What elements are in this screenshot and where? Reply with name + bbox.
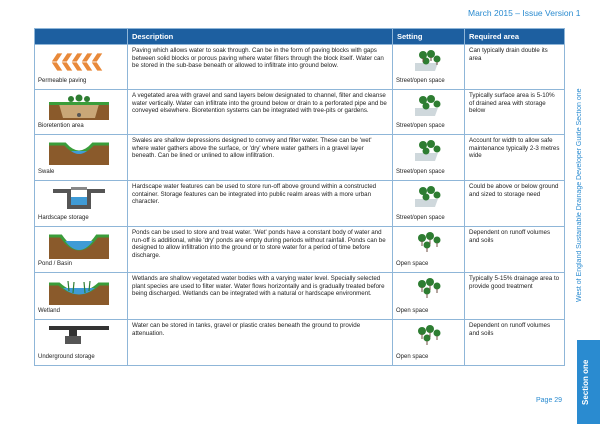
- area-cell: Dependent on runoff volumes and soils: [465, 227, 565, 273]
- setting-label: Street/open space: [396, 215, 445, 222]
- setting-cell: [393, 320, 465, 366]
- technique-label: Pond / Basin: [38, 261, 73, 268]
- technique-label: Wetland: [38, 308, 60, 315]
- trees-and-street-icon: [415, 139, 443, 163]
- icon-cell: [35, 181, 128, 227]
- icon-cell: [35, 45, 128, 90]
- guide-title-vertical: West of England Sustainable Drainage Developer Guide Section one: [576, 88, 583, 302]
- setting-cell: [393, 273, 465, 320]
- trees-and-street-icon: [415, 185, 443, 209]
- issue-header: March 2015 – Issue Version 1: [468, 8, 581, 18]
- setting-label: Open space: [396, 308, 429, 315]
- col-header-setting: Setting: [393, 29, 465, 45]
- col-header-description: Description: [128, 29, 393, 45]
- setting-label: Open space: [396, 261, 429, 268]
- table-row: [35, 181, 565, 227]
- page-number: Page 29: [536, 397, 563, 404]
- setting-cell: [393, 181, 465, 227]
- wetland-icon: [49, 277, 109, 305]
- trees-icon: [415, 324, 443, 348]
- bioretention-icon: [49, 94, 109, 122]
- description-cell: Hardscape water features can be used to store run-off above ground within a constructed container. Storage features can be integrated into public realm areas with a more urban character.: [128, 181, 393, 227]
- description-cell: Wetlands are shallow vegetated water bodies with a varying water level. Specially selected plant species are used to filter water. Water flows horizontally and is gradually treated before being discharged. Wetlands can be integrated with a natural or hardscape environment.: [128, 273, 393, 320]
- col-header-icon: [35, 29, 128, 45]
- trees-icon: [415, 231, 443, 255]
- area-cell: Dependent on runoff volumes and soils: [465, 320, 565, 366]
- area-cell: Account for width to allow safe maintenance typically 2-3 metres wide: [465, 135, 565, 181]
- trees-and-street-icon: [415, 94, 443, 118]
- table-row: [35, 45, 565, 90]
- description-cell: Water can be stored in tanks, gravel or plastic crates beneath the ground to provide attenuation.: [128, 320, 393, 366]
- area-cell: Typically surface area is 5-10% of drained area with storage below: [465, 90, 565, 135]
- hardscape-storage-icon: [49, 185, 109, 211]
- setting-cell: [393, 227, 465, 273]
- section-tab[interactable]: [577, 340, 600, 424]
- setting-label: Street/open space: [396, 78, 445, 85]
- setting-label: Open space: [396, 354, 429, 361]
- table-row: [35, 135, 565, 181]
- table-row: [35, 320, 565, 366]
- table-row: [35, 227, 565, 273]
- setting-cell: [393, 135, 465, 181]
- area-cell: Can typically drain double its area: [465, 45, 565, 90]
- description-cell: Ponds can be used to store and treat water. 'Wet' ponds have a constant body of water and run-off is additional, while 'dry' ponds are empty during periods without rainfall. Ponds can be designed to allow infiltration into the ground or to store water for a period of time before discharge.: [128, 227, 393, 273]
- setting-cell: [393, 45, 465, 90]
- pond-basin-icon: [49, 231, 109, 259]
- description-cell: Swales are shallow depressions designed to convey and filter water. These can be 'wet' where water gathers above the surface, or 'dry' where water gathers in a gravel layer beneath. Can be lined or unlined to allow infiltration.: [128, 135, 393, 181]
- table-row: [35, 273, 565, 320]
- icon-cell: [35, 227, 128, 273]
- table-row: [35, 90, 565, 135]
- section-tab-label: Section one: [581, 359, 590, 405]
- suds-table: [34, 28, 565, 366]
- technique-label: Bioretention area: [38, 123, 84, 130]
- icon-cell: [35, 273, 128, 320]
- technique-label: Underground storage: [38, 354, 95, 361]
- area-cell: Could be above or below ground and sized to storage need: [465, 181, 565, 227]
- icon-cell: [35, 135, 128, 181]
- trees-and-street-icon: [415, 49, 443, 73]
- swale-icon: [49, 139, 109, 165]
- icon-cell: [35, 320, 128, 366]
- technique-label: Permeable paving: [38, 78, 87, 85]
- setting-label: Street/open space: [396, 123, 445, 130]
- col-header-area: Required area: [465, 29, 565, 45]
- trees-icon: [415, 277, 443, 301]
- underground-storage-icon: [49, 324, 109, 348]
- description-cell: Paving which allows water to soak through. Can be in the form of paving blocks with gaps between solid blocks or porous paving where water filters through the block itself. Water can be stored in the sub-base beneath or allowed to infiltrate into ground below.: [128, 45, 393, 90]
- permeable-paving-icon: [49, 49, 109, 75]
- area-cell: Typically 5-15% drainage area to provide good treatment: [465, 273, 565, 320]
- icon-cell: [35, 90, 128, 135]
- setting-label: Street/open space: [396, 169, 445, 176]
- technique-label: Swale: [38, 169, 55, 176]
- setting-cell: [393, 90, 465, 135]
- description-cell: A vegetated area with gravel and sand layers below designated to channel, filter and cleanse water vertically. Water can infiltrate into the ground below or drain to a perforated pipe and be conveyed elsewhere. Bioretention systems can be integrated with tree-pits or gardens.: [128, 90, 393, 135]
- technique-label: Hardscape storage: [38, 215, 89, 222]
- table-header-row: [35, 29, 565, 45]
